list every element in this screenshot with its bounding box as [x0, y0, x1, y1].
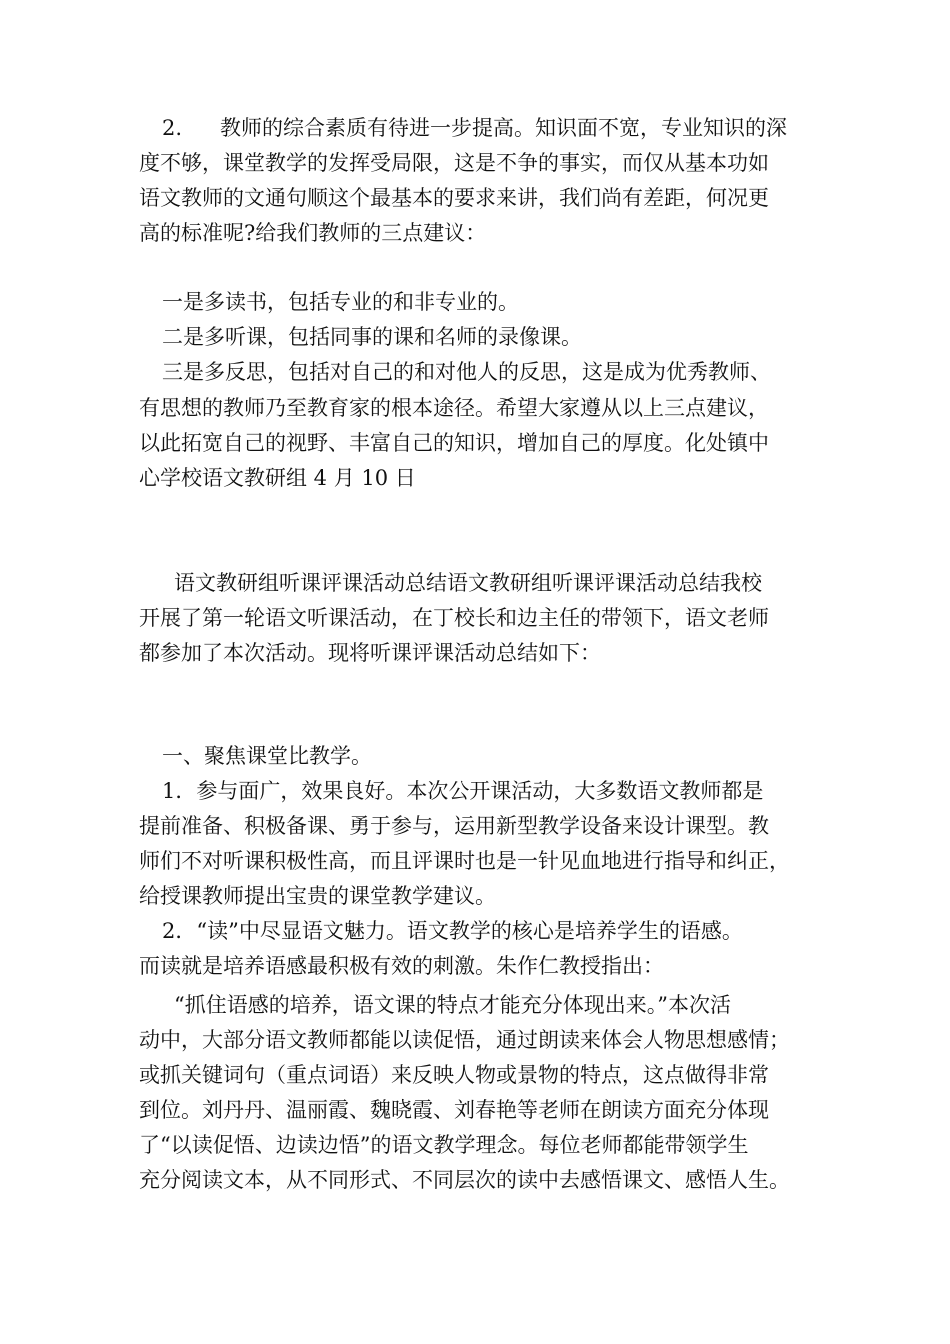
quote-line-1: “抓住语感的培养，语文课的特点才能充分体现出来。”本次活 [174, 993, 731, 1017]
quote-line-4: 到位。刘丹丹、温丽霞、魏晓霞、刘春艳等老师在朗读方面充分体现 [139, 1098, 769, 1122]
suggestion-1: 一是多读书，包括专业的和非专业的。 [162, 290, 519, 314]
item1-line-4: 给授课教师提出宝贵的课堂教学建议。 [139, 884, 496, 908]
point2-text-1: 教师的综合素质有待进一步提高。知识面不宽，专业知识的深 [220, 116, 787, 140]
item2-line-1: 2．“读”中尽显语文魅力。语文教学的核心是培养学生的语感。 [162, 919, 743, 943]
summary-intro-3: 都参加了本次活动。现将听课评课活动总结如下： [139, 641, 601, 665]
item2-line-2: 而读就是培养语感最积极有效的刺激。朱作仁教授指出： [139, 954, 664, 978]
item1-line-1: 1．参与面广，效果良好。本次公开课活动，大多数语文教师都是 [162, 779, 764, 803]
quote-line-2: 动中，大部分语文教师都能以读促悟，通过朗读来体会人物思想感情； [139, 1028, 790, 1052]
signature-line: 心学校语文教研组 4 月 10 日 [139, 466, 416, 490]
suggestion-3-cont-1: 有思想的教师乃至教育家的根本途径。希望大家遵从以上三点建议， [139, 396, 769, 420]
quote-line-3: 或抓关键词句（重点词语）来反映人物或景物的特点，这点做得非常 [139, 1063, 769, 1087]
point2-line-2: 度不够，课堂教学的发挥受局限，这是不争的事实，而仅从基本功如 [139, 151, 769, 175]
suggestion-3-cont-2: 以此拓宽自己的视野、丰富自己的知识，增加自己的厚度。化处镇中 [139, 431, 769, 455]
quote-line-5: 了“以读促悟、边读边悟”的语文教学理念。每位老师都能带领学生 [139, 1133, 749, 1157]
item1-line-3: 师们不对听课积极性高，而且评课时也是一针见血地进行指导和纠正， [139, 849, 790, 873]
suggestion-2: 二是多听课，包括同事的课和名师的录像课。 [162, 325, 582, 349]
point2-line-4: 高的标准呢?给我们教师的三点建议： [139, 221, 487, 245]
quote-line-6: 充分阅读文本，从不同形式、不同层次的读中去感悟课文、感悟人生。 [139, 1168, 790, 1192]
summary-intro-1: 语文教研组听课评课活动总结语文教研组听课评课活动总结我校 [174, 571, 762, 595]
section-heading: 一、聚焦课堂比教学。 [162, 744, 372, 768]
point2-number: 2. [162, 116, 183, 140]
suggestion-3: 三是多反思，包括对自己的和对他人的反思，这是成为优秀教师、 [162, 360, 771, 384]
point2-line-3: 语文教师的文通句顺这个最基本的要求来讲，我们尚有差距，何况更 [139, 186, 769, 210]
summary-intro-2: 开展了第一轮语文听课活动，在丁校长和边主任的带领下，语文老师 [139, 606, 769, 630]
point2-line-1 [162, 113, 787, 143]
item1-line-2: 提前准备、积极备课、勇于参与，运用新型教学设备来设计课型。教 [139, 814, 769, 838]
